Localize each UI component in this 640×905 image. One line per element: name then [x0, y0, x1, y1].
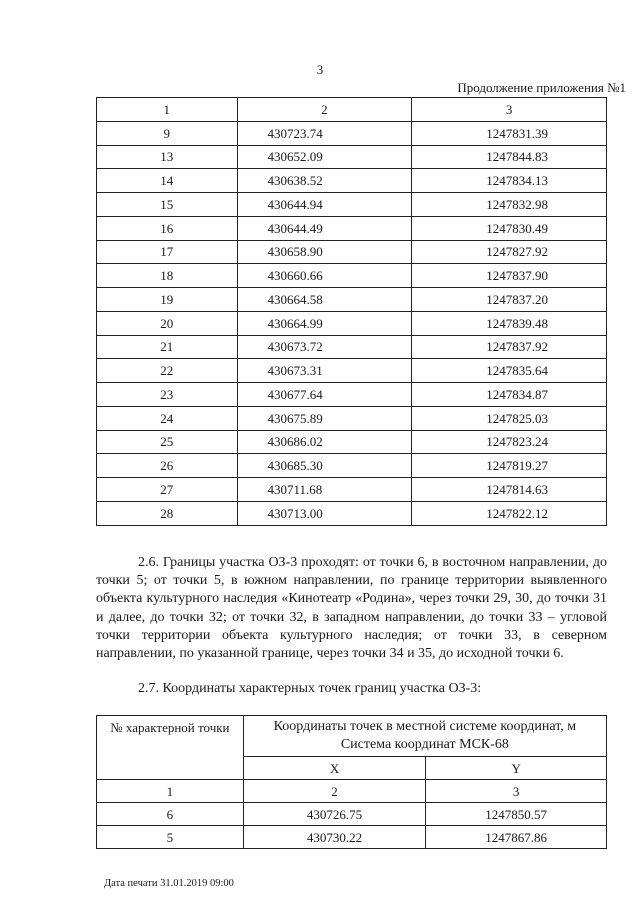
- index-cell-1: 1: [97, 780, 244, 803]
- x-coordinate-cell: 430644.94: [237, 193, 412, 217]
- x-coordinate-cell: 430685.30: [237, 454, 412, 478]
- point-number-cell: 17: [97, 240, 238, 264]
- x-coordinate-cell: 430664.99: [237, 311, 412, 335]
- table-header-row: [97, 98, 607, 122]
- point-number-cell: 19: [97, 288, 238, 312]
- x-coordinate-cell: 430664.58: [237, 288, 412, 312]
- column-header-2: 2: [237, 98, 412, 122]
- x-coordinate-cell: 430711.68: [237, 478, 412, 502]
- coordinate-system-header-line2: Система координат МСК-68: [340, 737, 509, 752]
- point-number-cell: 24: [97, 406, 238, 430]
- point-number-header: № характерной точки: [97, 716, 244, 780]
- table-row: [97, 430, 607, 454]
- index-cell-3: 3: [426, 780, 607, 803]
- column-header-3: 3: [412, 98, 607, 122]
- y-coordinate-cell: 1247830.49: [412, 216, 607, 240]
- oz3-coordinates-table: [96, 715, 607, 849]
- y-coordinate-cell: 1247837.20: [412, 288, 607, 312]
- coordinates-heading-paragraph: 2.7. Координаты характерных точек границ участка ОЗ-3:: [138, 681, 482, 696]
- y-coordinate-cell: 1247822.12: [412, 501, 607, 525]
- table-row: [97, 264, 607, 288]
- point-number-cell: 15: [97, 193, 238, 217]
- coordinates-table-continued: [96, 97, 607, 526]
- point-number-cell: 16: [97, 216, 238, 240]
- y-coordinate-cell: 1247832.98: [412, 193, 607, 217]
- table-index-row: [97, 780, 607, 803]
- x-coordinate-cell: 430638.52: [237, 169, 412, 193]
- table-header-row: [97, 716, 607, 757]
- y-coordinate-cell: 1247823.24: [412, 430, 607, 454]
- table-row: [97, 359, 607, 383]
- point-number-cell: 14: [97, 169, 238, 193]
- point-number-cell: 5: [97, 826, 244, 849]
- table-row: [97, 193, 607, 217]
- y-coordinate-cell: 1247819.27: [412, 454, 607, 478]
- coordinate-system-header-line1: Координаты точек в местной системе координат, м: [273, 719, 577, 734]
- point-number-cell: 23: [97, 383, 238, 407]
- x-coordinate-cell: 430726.75: [243, 803, 426, 826]
- x-coordinate-cell: 430713.00: [237, 501, 412, 525]
- print-date: Дата печати 31.01.2019 09:00: [104, 878, 234, 889]
- point-number-cell: 28: [97, 501, 238, 525]
- table-row: [97, 288, 607, 312]
- x-coordinate-cell: 430673.72: [237, 335, 412, 359]
- y-coordinate-cell: 1247837.90: [412, 264, 607, 288]
- column-header-1: 1: [97, 98, 238, 122]
- point-number-cell: 27: [97, 478, 238, 502]
- table-row: [97, 478, 607, 502]
- x-coordinate-cell: 430652.09: [237, 145, 412, 169]
- y-coordinate-cell: 1247835.64: [412, 359, 607, 383]
- point-number-cell: 26: [97, 454, 238, 478]
- coordinate-system-header: [243, 716, 606, 757]
- table-row: [97, 145, 607, 169]
- y-coordinate-cell: 1247834.13: [412, 169, 607, 193]
- table-row: [97, 169, 607, 193]
- y-coordinate-cell: 1247814.63: [412, 478, 607, 502]
- x-coordinate-cell: 430658.90: [237, 240, 412, 264]
- y-coordinate-cell: 1247844.83: [412, 145, 607, 169]
- x-coordinate-cell: 430723.74: [237, 121, 412, 145]
- table-row: [97, 501, 607, 525]
- point-number-cell: 13: [97, 145, 238, 169]
- x-coordinate-cell: 430673.31: [237, 359, 412, 383]
- x-coordinate-cell: 430675.89: [237, 406, 412, 430]
- point-number-cell: 6: [97, 803, 244, 826]
- index-cell-2: 2: [243, 780, 426, 803]
- table-row: [97, 216, 607, 240]
- x-header: X: [243, 757, 426, 780]
- appendix-continuation-label: Продолжение приложения №1: [457, 80, 626, 95]
- x-coordinate-cell: 430686.02: [237, 430, 412, 454]
- x-coordinate-cell: 430644.49: [237, 216, 412, 240]
- y-coordinate-cell: 1247839.48: [412, 311, 607, 335]
- table-row: [97, 121, 607, 145]
- table-row: [97, 803, 607, 826]
- table-row: [97, 826, 607, 849]
- table-row: [97, 240, 607, 264]
- point-number-cell: 9: [97, 121, 238, 145]
- y-header: Y: [426, 757, 607, 780]
- y-coordinate-cell: 1247834.87: [412, 383, 607, 407]
- x-coordinate-cell: 430660.66: [237, 264, 412, 288]
- y-coordinate-cell: 1247867.86: [426, 826, 607, 849]
- y-coordinate-cell: 1247827.92: [412, 240, 607, 264]
- table-row: [97, 406, 607, 430]
- table-row: [97, 454, 607, 478]
- table-row: [97, 311, 607, 335]
- y-coordinate-cell: 1247837.92: [412, 335, 607, 359]
- x-coordinate-cell: 430677.64: [237, 383, 412, 407]
- y-coordinate-cell: 1247825.03: [412, 406, 607, 430]
- boundary-description-paragraph: 2.6. Границы участка ОЗ-3 проходят: от точки 6, в восточном направлении, до точки 5; от точки 5, в южном направлении, по границе территории выявленного объекта культурного наследия «Кинотеатр «Родина», через точки 29, 30, до точки 31 и далее, до точки 32; от точки 32, в западном направлении, до точки 33 – угловой точки территории объекта культурного наследия; от точки 33, в северном направлении, по указанной границе, через точки 34 и 35, до исходной точки 6.: [96, 555, 607, 662]
- page-number: 3: [316, 62, 324, 77]
- x-coordinate-cell: 430730.22: [243, 826, 426, 849]
- table-row: [97, 383, 607, 407]
- table-row: [97, 335, 607, 359]
- point-number-cell: 20: [97, 311, 238, 335]
- point-number-cell: 21: [97, 335, 238, 359]
- y-coordinate-cell: 1247831.39: [412, 121, 607, 145]
- point-number-cell: 22: [97, 359, 238, 383]
- point-number-cell: 18: [97, 264, 238, 288]
- point-number-cell: 25: [97, 430, 238, 454]
- y-coordinate-cell: 1247850.57: [426, 803, 607, 826]
